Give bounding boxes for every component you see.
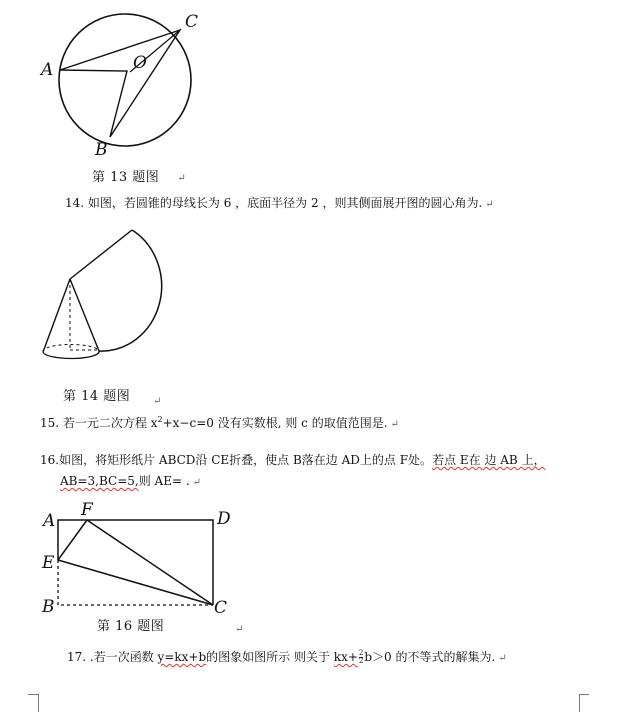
- paragraph-mark: ↵: [485, 199, 494, 210]
- paragraph-mark: ↵: [153, 396, 162, 407]
- fig16-label-d: D: [217, 509, 231, 529]
- fig16-label-a: A: [43, 511, 56, 531]
- fig13-label-b: B: [95, 140, 108, 160]
- fig16-caption: 第 16 题图: [97, 619, 165, 634]
- question-15: 15. 若一元二次方程 $x^2+x-c=0$ 没有实数根, 则 c 的取值范围是. ↵: [40, 415, 399, 430]
- fig16-label-e: E: [42, 553, 55, 573]
- paragraph-mark: ↵: [177, 173, 187, 184]
- fig14-caption: 第 14 题图: [63, 389, 131, 404]
- fig13-label-c: C: [185, 12, 199, 32]
- question-17: 17. .若一次函数 y=kx+b的图象如图所示 则关于 kx+ $\frac{2}{2}$ b＞0 的不等式的解集为. ↵: [67, 649, 507, 665]
- fig16-label-b: B: [42, 597, 55, 617]
- fig13-caption: 第 13 题图 ↵: [92, 170, 187, 185]
- fig13-label-a: A: [41, 60, 54, 80]
- fig16-line-ec: [58, 560, 213, 605]
- fig16-line-ef: [58, 520, 87, 560]
- fig16-label-f: F: [81, 500, 93, 520]
- paragraph-mark: ↵: [390, 419, 399, 430]
- page-corner-mark-left: [28, 694, 39, 712]
- fraction: $\frac{2}{2}$: [358, 649, 364, 665]
- question-14: 14. 如图，若圆锥的母线长为 6 ，底面半径为 2 ，则其侧面展开图的圆心角为. ↵: [65, 196, 494, 210]
- paragraph-mark: ↵: [235, 624, 244, 635]
- fig13-label-o: O: [133, 53, 147, 73]
- fig16-label-c: C: [214, 598, 228, 618]
- question-16-line-2: AB=3,BC=5,则 AE= . ↵: [60, 474, 202, 488]
- page-corner-mark-right-h: [579, 694, 589, 695]
- paragraph-mark: ↵: [192, 477, 202, 488]
- fig16-line-fc: [87, 520, 213, 605]
- page-corner-mark-right: [579, 694, 590, 712]
- question-16-line-1: 16.如图，将矩形纸片 ABCD沿 CE折叠，使点 B落在边 AD上的点 F处。若点 E在 边 AB 上，: [40, 453, 546, 467]
- paragraph-mark: ↵: [498, 653, 507, 664]
- page-corner-mark-left-h: [28, 694, 38, 695]
- fig16-rect-solid: [58, 520, 213, 605]
